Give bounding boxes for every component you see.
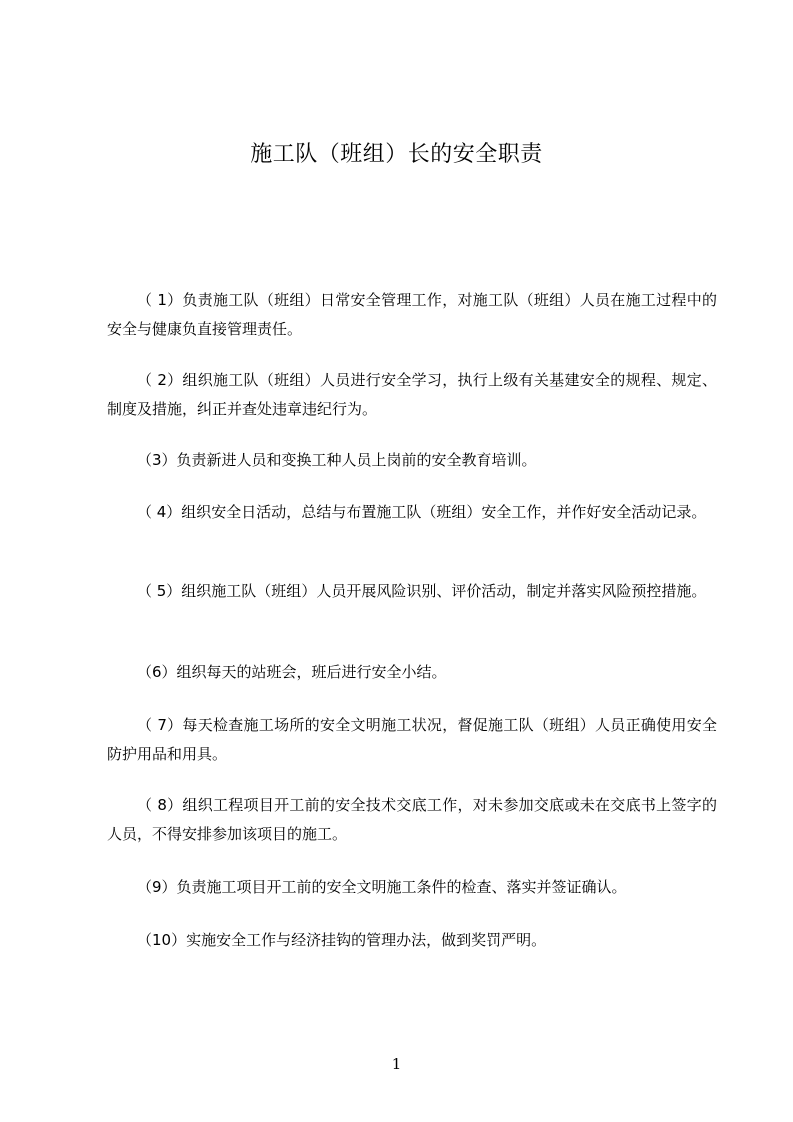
duty-paragraph-9: （9）负责施工项目开工前的安全文明施工条件的检查、落实并签证确认。: [137, 878, 627, 896]
page-number: 1: [391, 1055, 402, 1073]
duty-paragraph-2: （ 2）组织施工队（班组）人员进行安全学习，执行上级有关基建安全的规程、规定、制度及措施，纠正并查处违章违纪行为。: [107, 371, 717, 418]
duty-paragraph-10: （10）实施安全工作与经济挂钩的管理办法，做到奖罚严明。: [137, 931, 547, 949]
duty-paragraph-4: （ 4）组织安全日活动，总结与布置施工队（班组）安全工作，并作好安全活动记录。: [137, 503, 707, 521]
duty-paragraph-3: （3）负责新进人员和变换工种人员上岗前的安全教育培训。: [137, 451, 537, 469]
duty-paragraph-1: （ 1）负责施工队（班组）日常安全管理工作，对施工队（班组）人员在施工过程中的安全与健康负直接管理责任。: [107, 291, 717, 338]
duty-paragraph-8: （ 8）组织工程项目开工前的安全技术交底工作，对未参加交底或未在交底书上签字的人员，不得安排参加该项目的施工。: [107, 796, 717, 843]
document-title: 施工队（班组）长的安全职责: [250, 142, 543, 167]
duty-paragraph-7: （ 7）每天检查施工场所的安全文明施工状况，督促施工队（班组）人员正确使用安全防护用品和用具。: [107, 716, 717, 763]
duty-paragraph-6: （6）组织每天的站班会，班后进行安全小结。: [137, 663, 447, 681]
duty-paragraph-5: （ 5）组织施工队（班组）人员开展风险识别、评价活动，制定并落实风险预控措施。: [137, 582, 707, 600]
